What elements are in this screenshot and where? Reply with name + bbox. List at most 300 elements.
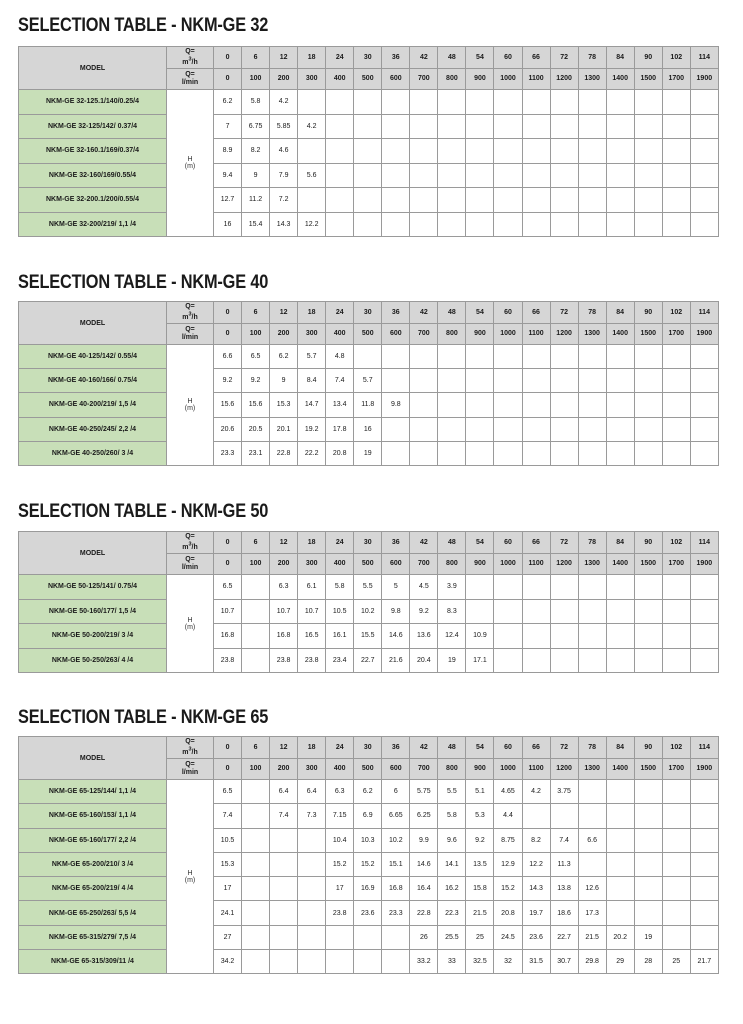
model-name-cell: NKM-GE 65-200/219/ 4 /4 — [19, 877, 167, 901]
head-value-cell — [382, 114, 410, 139]
head-value-cell — [466, 599, 494, 624]
q-label-line: Q= — [185, 325, 195, 333]
model-column-header: MODEL — [19, 532, 167, 575]
head-value-cell — [494, 90, 522, 115]
head-value-cell: 6.3 — [270, 575, 298, 600]
head-value-cell: 23.8 — [214, 648, 242, 673]
head-value-cell: 4.6 — [270, 139, 298, 164]
flow-m3h-header: 18 — [298, 47, 326, 69]
head-value-cell — [606, 188, 634, 213]
flow-lmin-header: 200 — [270, 68, 298, 90]
flow-m3h-header: 18 — [298, 737, 326, 759]
head-value-cell — [690, 139, 718, 164]
head-value-cell — [662, 188, 690, 213]
head-value-cell — [606, 599, 634, 624]
head-value-cell: 6.4 — [298, 780, 326, 804]
head-value-cell: 19 — [354, 441, 382, 465]
head-value-cell — [634, 575, 662, 600]
head-value-cell — [242, 780, 270, 804]
flow-lmin-header: 1000 — [494, 758, 522, 780]
head-value-cell — [606, 780, 634, 804]
head-value-cell — [606, 212, 634, 237]
head-value-cell — [634, 212, 662, 237]
table-row — [19, 369, 719, 393]
head-value-cell — [578, 188, 606, 213]
head-value-cell — [634, 114, 662, 139]
head-value-cell — [578, 804, 606, 828]
flow-lmin-header: 100 — [242, 68, 270, 90]
model-name-cell: NKM-GE 40-125/142/ 0.55/4 — [19, 345, 167, 369]
head-value-cell: 11.8 — [354, 393, 382, 417]
head-value-cell — [382, 163, 410, 188]
flow-lmin-header: 0 — [214, 758, 242, 780]
flow-lmin-header: 1700 — [662, 68, 690, 90]
head-value-cell: 7.4 — [550, 828, 578, 852]
head-value-cell: 23.4 — [326, 648, 354, 673]
head-value-cell: 20.6 — [214, 417, 242, 441]
head-value-cell — [354, 163, 382, 188]
flow-m3h-header: 42 — [410, 302, 438, 324]
head-value-cell: 22.2 — [298, 441, 326, 465]
head-value-cell: 16.8 — [270, 624, 298, 649]
head-value-cell: 19.7 — [522, 901, 550, 925]
flow-m3h-header: 114 — [690, 302, 718, 324]
head-value-cell — [298, 925, 326, 949]
flow-m3h-header: 12 — [270, 302, 298, 324]
head-value-cell: 12.2 — [298, 212, 326, 237]
head-value-cell — [522, 624, 550, 649]
head-value-cell — [326, 163, 354, 188]
head-value-cell: 5.85 — [270, 114, 298, 139]
flow-lmin-header: 800 — [438, 68, 466, 90]
flow-unit-lmin-label — [167, 758, 214, 780]
head-value-cell — [634, 369, 662, 393]
head-value-cell — [606, 369, 634, 393]
flow-lmin-header: 400 — [326, 323, 354, 345]
head-value-cell — [466, 212, 494, 237]
head-value-cell: 12.7 — [214, 188, 242, 213]
head-value-cell: 15.4 — [242, 212, 270, 237]
head-value-cell: 4.8 — [326, 345, 354, 369]
head-value-cell: 6.6 — [578, 828, 606, 852]
head-value-cell — [578, 369, 606, 393]
flow-m3h-header: 102 — [662, 47, 690, 69]
flow-m3h-header: 84 — [606, 302, 634, 324]
head-value-cell: 31.5 — [522, 950, 550, 974]
head-value-cell — [382, 950, 410, 974]
head-value-cell: 16 — [214, 212, 242, 237]
head-value-cell — [550, 575, 578, 600]
head-value-cell — [242, 950, 270, 974]
head-value-cell — [662, 369, 690, 393]
model-column-header: MODEL — [19, 737, 167, 780]
head-value-cell — [494, 163, 522, 188]
head-value-cell — [634, 624, 662, 649]
head-value-cell — [578, 648, 606, 673]
flow-m3h-header: 48 — [438, 737, 466, 759]
head-value-cell: 34.2 — [214, 950, 242, 974]
flow-m3h-header: 102 — [662, 302, 690, 324]
q-label-line: Q= — [185, 302, 195, 310]
flow-lmin-header: 800 — [438, 758, 466, 780]
head-value-cell — [466, 369, 494, 393]
head-value-cell: 14.3 — [270, 212, 298, 237]
flow-m3h-header: 78 — [578, 737, 606, 759]
head-value-cell — [662, 624, 690, 649]
head-value-cell: 22.7 — [354, 648, 382, 673]
table-row — [19, 780, 719, 804]
selection-section — [18, 706, 718, 973]
table-row — [19, 345, 719, 369]
flow-lmin-header: 1300 — [578, 553, 606, 575]
head-value-cell: 15.2 — [494, 877, 522, 901]
flow-unit-m3h-label — [167, 532, 214, 554]
head-value-cell — [634, 393, 662, 417]
head-value-cell: 16.2 — [438, 877, 466, 901]
head-value-cell — [298, 828, 326, 852]
m3h-unit — [167, 541, 213, 552]
head-value-cell: 15.2 — [354, 852, 382, 876]
head-value-cell — [690, 90, 718, 115]
flow-lmin-header: 800 — [438, 553, 466, 575]
head-value-cell — [690, 828, 718, 852]
head-value-cell: 19.2 — [298, 417, 326, 441]
head-value-cell: 7.2 — [270, 188, 298, 213]
head-value-cell — [634, 417, 662, 441]
q-label-line: Q= — [185, 532, 195, 540]
head-value-cell: 13.5 — [466, 852, 494, 876]
flow-lmin-header: 600 — [382, 758, 410, 780]
head-value-cell: 20.8 — [326, 441, 354, 465]
q-label-line: Q= — [185, 760, 195, 768]
head-value-cell — [550, 114, 578, 139]
flow-m3h-header: 6 — [242, 737, 270, 759]
model-column-header: MODEL — [19, 302, 167, 345]
head-value-cell: 30.7 — [550, 950, 578, 974]
flow-lmin-header: 1200 — [550, 323, 578, 345]
head-value-cell: 23.1 — [242, 441, 270, 465]
head-value-cell — [606, 828, 634, 852]
head-value-cell — [242, 901, 270, 925]
model-name-cell: NKM-GE 32-125/142/ 0.37/4 — [19, 114, 167, 139]
head-value-cell — [270, 950, 298, 974]
head-value-cell: 9.8 — [382, 599, 410, 624]
table-row — [19, 925, 719, 949]
head-label: H — [187, 156, 193, 163]
flow-lmin-header: 500 — [354, 758, 382, 780]
head-value-cell: 14.6 — [410, 852, 438, 876]
head-value-cell: 10.2 — [354, 599, 382, 624]
model-name-cell: NKM-GE 65-160/153/ 1,1 /4 — [19, 804, 167, 828]
flow-lmin-header: 1700 — [662, 758, 690, 780]
head-value-cell — [578, 90, 606, 115]
model-name-cell: NKM-GE 40-160/166/ 0.75/4 — [19, 369, 167, 393]
head-value-cell: 15.6 — [242, 393, 270, 417]
lmin-unit-text: l/min — [181, 78, 199, 86]
head-value-cell: 17.1 — [466, 648, 494, 673]
head-value-cell — [298, 852, 326, 876]
head-value-cell: 9.2 — [410, 599, 438, 624]
head-value-cell — [606, 624, 634, 649]
flow-unit-lmin-label — [167, 553, 214, 575]
head-value-cell: 10.7 — [298, 599, 326, 624]
table-row — [19, 212, 719, 237]
model-name-cell: NKM-GE 65-250/263/ 5,5 /4 — [19, 901, 167, 925]
flow-m3h-header: 114 — [690, 737, 718, 759]
selection-table — [18, 531, 719, 673]
head-value-cell — [410, 188, 438, 213]
section-title: SELECTION TABLE - NKM-GE 40 — [18, 272, 269, 293]
head-value-cell — [550, 599, 578, 624]
head-value-cell — [382, 345, 410, 369]
head-value-cell — [270, 828, 298, 852]
flow-lmin-header: 1100 — [522, 758, 550, 780]
head-value-cell: 8.4 — [298, 369, 326, 393]
head-value-cell — [354, 345, 382, 369]
head-value-cell — [634, 441, 662, 465]
flow-lmin-header: 500 — [354, 323, 382, 345]
m3h-unit-text: $m^3/h$ — [182, 311, 198, 321]
head-value-cell — [354, 188, 382, 213]
head-value-cell — [606, 901, 634, 925]
flow-m3h-header: 30 — [354, 737, 382, 759]
head-value-cell — [326, 90, 354, 115]
head-unit: (m) — [184, 876, 196, 884]
head-value-cell — [298, 90, 326, 115]
head-value-cell — [242, 575, 270, 600]
flow-m3h-header: 60 — [494, 47, 522, 69]
head-value-cell — [494, 114, 522, 139]
head-value-cell: 13.4 — [326, 393, 354, 417]
head-value-cell — [690, 804, 718, 828]
head-value-cell: 10.7 — [270, 599, 298, 624]
table-row — [19, 599, 719, 624]
head-value-cell — [522, 114, 550, 139]
table-row — [19, 575, 719, 600]
head-value-cell — [578, 599, 606, 624]
flow-lmin-header: 100 — [242, 323, 270, 345]
head-value-cell: 22.8 — [410, 901, 438, 925]
head-value-cell — [634, 804, 662, 828]
head-value-cell — [634, 648, 662, 673]
head-value-cell: 11.3 — [550, 852, 578, 876]
head-value-cell — [662, 212, 690, 237]
head-value-cell — [662, 345, 690, 369]
head-value-cell — [382, 188, 410, 213]
head-value-cell — [466, 188, 494, 213]
head-value-cell: 12.9 — [494, 852, 522, 876]
head-value-cell — [354, 90, 382, 115]
flow-m3h-header: 18 — [298, 302, 326, 324]
head-value-cell: 24.5 — [494, 925, 522, 949]
head-value-cell — [494, 648, 522, 673]
head-value-cell: 7.15 — [326, 804, 354, 828]
flow-m3h-header: 84 — [606, 532, 634, 554]
head-value-cell — [298, 139, 326, 164]
flow-lmin-header: 1100 — [522, 68, 550, 90]
flow-unit-lmin-label — [167, 68, 214, 90]
head-value-cell — [578, 624, 606, 649]
flow-lmin-header: 1400 — [606, 323, 634, 345]
head-value-cell — [690, 877, 718, 901]
flow-m3h-header: 60 — [494, 302, 522, 324]
head-value-cell: 12.6 — [578, 877, 606, 901]
head-value-cell — [606, 163, 634, 188]
q-label-line: Q= — [185, 737, 195, 745]
flow-m3h-header: 78 — [578, 532, 606, 554]
flow-lmin-header: 600 — [382, 68, 410, 90]
head-value-cell — [634, 163, 662, 188]
head-value-cell: 24.1 — [214, 901, 242, 925]
head-value-cell: 7 — [214, 114, 242, 139]
head-value-cell: 33.2 — [410, 950, 438, 974]
head-value-cell — [466, 575, 494, 600]
flow-m3h-header: 90 — [634, 532, 662, 554]
head-value-cell — [550, 212, 578, 237]
head-value-cell: 4.4 — [494, 804, 522, 828]
head-value-cell: 20.1 — [270, 417, 298, 441]
head-value-cell: 6.65 — [382, 804, 410, 828]
head-value-cell: 6.5 — [214, 575, 242, 600]
head-value-cell: 7.4 — [326, 369, 354, 393]
head-value-cell — [270, 852, 298, 876]
flow-m3h-header: 24 — [326, 47, 354, 69]
head-value-cell: 20.2 — [606, 925, 634, 949]
head-value-cell: 5 — [382, 575, 410, 600]
flow-m3h-header: 102 — [662, 532, 690, 554]
head-value-cell — [326, 188, 354, 213]
flow-lmin-header: 1200 — [550, 758, 578, 780]
head-value-cell — [690, 925, 718, 949]
head-value-cell — [690, 901, 718, 925]
head-value-cell — [354, 212, 382, 237]
head-value-cell — [242, 804, 270, 828]
head-value-cell — [522, 139, 550, 164]
flow-lmin-header: 1100 — [522, 553, 550, 575]
head-value-cell: 26 — [410, 925, 438, 949]
head-value-cell — [662, 441, 690, 465]
model-name-cell: NKM-GE 40-200/219/ 1,5 /4 — [19, 393, 167, 417]
head-value-cell — [438, 139, 466, 164]
q-label-line: Q= — [185, 47, 195, 55]
head-value-cell: 9.9 — [410, 828, 438, 852]
header-row-m3h — [19, 47, 719, 69]
head-value-cell — [494, 212, 522, 237]
flow-m3h-header: 42 — [410, 737, 438, 759]
head-value-cell — [606, 90, 634, 115]
head-value-cell: 9.6 — [438, 828, 466, 852]
head-value-cell — [550, 369, 578, 393]
flow-lmin-header: 900 — [466, 68, 494, 90]
head-value-cell — [634, 877, 662, 901]
head-value-cell — [690, 624, 718, 649]
header-row-m3h — [19, 737, 719, 759]
head-value-cell — [410, 441, 438, 465]
head-value-cell — [606, 139, 634, 164]
model-name-cell: NKM-GE 50-125/141/ 0.75/4 — [19, 575, 167, 600]
head-value-cell: 17.8 — [326, 417, 354, 441]
flow-m3h-header: 54 — [466, 47, 494, 69]
flow-m3h-header: 12 — [270, 737, 298, 759]
head-value-cell — [382, 441, 410, 465]
head-value-cell — [690, 188, 718, 213]
head-value-cell — [438, 90, 466, 115]
head-value-cell — [522, 212, 550, 237]
head-value-cell: 8.75 — [494, 828, 522, 852]
head-value-cell — [466, 393, 494, 417]
head-value-cell: 9 — [270, 369, 298, 393]
head-value-cell — [326, 114, 354, 139]
flow-lmin-header: 700 — [410, 553, 438, 575]
flow-m3h-header: 42 — [410, 47, 438, 69]
head-unit-cell — [167, 90, 214, 237]
head-value-cell: 15.1 — [382, 852, 410, 876]
head-value-cell — [242, 624, 270, 649]
model-name-cell: NKM-GE 40-250/245/ 2,2 /4 — [19, 417, 167, 441]
head-value-cell — [662, 575, 690, 600]
flow-m3h-header: 72 — [550, 47, 578, 69]
flow-m3h-header: 0 — [214, 737, 242, 759]
head-value-cell — [690, 163, 718, 188]
flow-lmin-header: 600 — [382, 323, 410, 345]
selection-table — [18, 46, 719, 237]
head-value-cell — [438, 212, 466, 237]
head-value-cell: 7.9 — [270, 163, 298, 188]
head-unit-cell — [167, 345, 214, 466]
head-value-cell: 23.6 — [522, 925, 550, 949]
head-value-cell — [550, 90, 578, 115]
flow-m3h-header: 60 — [494, 737, 522, 759]
head-value-cell: 22.8 — [270, 441, 298, 465]
head-value-cell: 6.5 — [214, 780, 242, 804]
head-unit: (m) — [184, 404, 196, 412]
head-value-cell: 33 — [438, 950, 466, 974]
head-value-cell: 19 — [438, 648, 466, 673]
head-value-cell: 23.3 — [214, 441, 242, 465]
table-row — [19, 901, 719, 925]
flow-lmin-header: 1900 — [690, 553, 718, 575]
head-value-cell — [550, 804, 578, 828]
flow-lmin-header: 1000 — [494, 553, 522, 575]
head-value-cell — [550, 345, 578, 369]
head-value-cell: 23.3 — [382, 901, 410, 925]
flow-m3h-header: 6 — [242, 302, 270, 324]
head-value-cell — [326, 212, 354, 237]
model-name-cell: NKM-GE 50-250/263/ 4 /4 — [19, 648, 167, 673]
head-value-cell: 3.75 — [550, 780, 578, 804]
selection-section — [18, 14, 718, 236]
head-value-cell: 6.6 — [214, 345, 242, 369]
head-value-cell — [466, 114, 494, 139]
head-value-cell: 5.6 — [298, 163, 326, 188]
head-value-cell — [382, 139, 410, 164]
flow-lmin-header: 1500 — [634, 323, 662, 345]
flow-lmin-header: 1000 — [494, 68, 522, 90]
table-row — [19, 648, 719, 673]
lmin-unit-text: l/min — [181, 563, 199, 571]
flow-lmin-header: 0 — [214, 68, 242, 90]
head-value-cell — [690, 417, 718, 441]
head-value-cell — [410, 212, 438, 237]
flow-lmin-header: 1500 — [634, 553, 662, 575]
flow-m3h-header: 0 — [214, 47, 242, 69]
head-value-cell — [578, 212, 606, 237]
head-value-cell: 14.3 — [522, 877, 550, 901]
head-value-cell: 29 — [606, 950, 634, 974]
head-value-cell: 21.6 — [382, 648, 410, 673]
head-value-cell — [606, 804, 634, 828]
flow-lmin-header: 1400 — [606, 758, 634, 780]
